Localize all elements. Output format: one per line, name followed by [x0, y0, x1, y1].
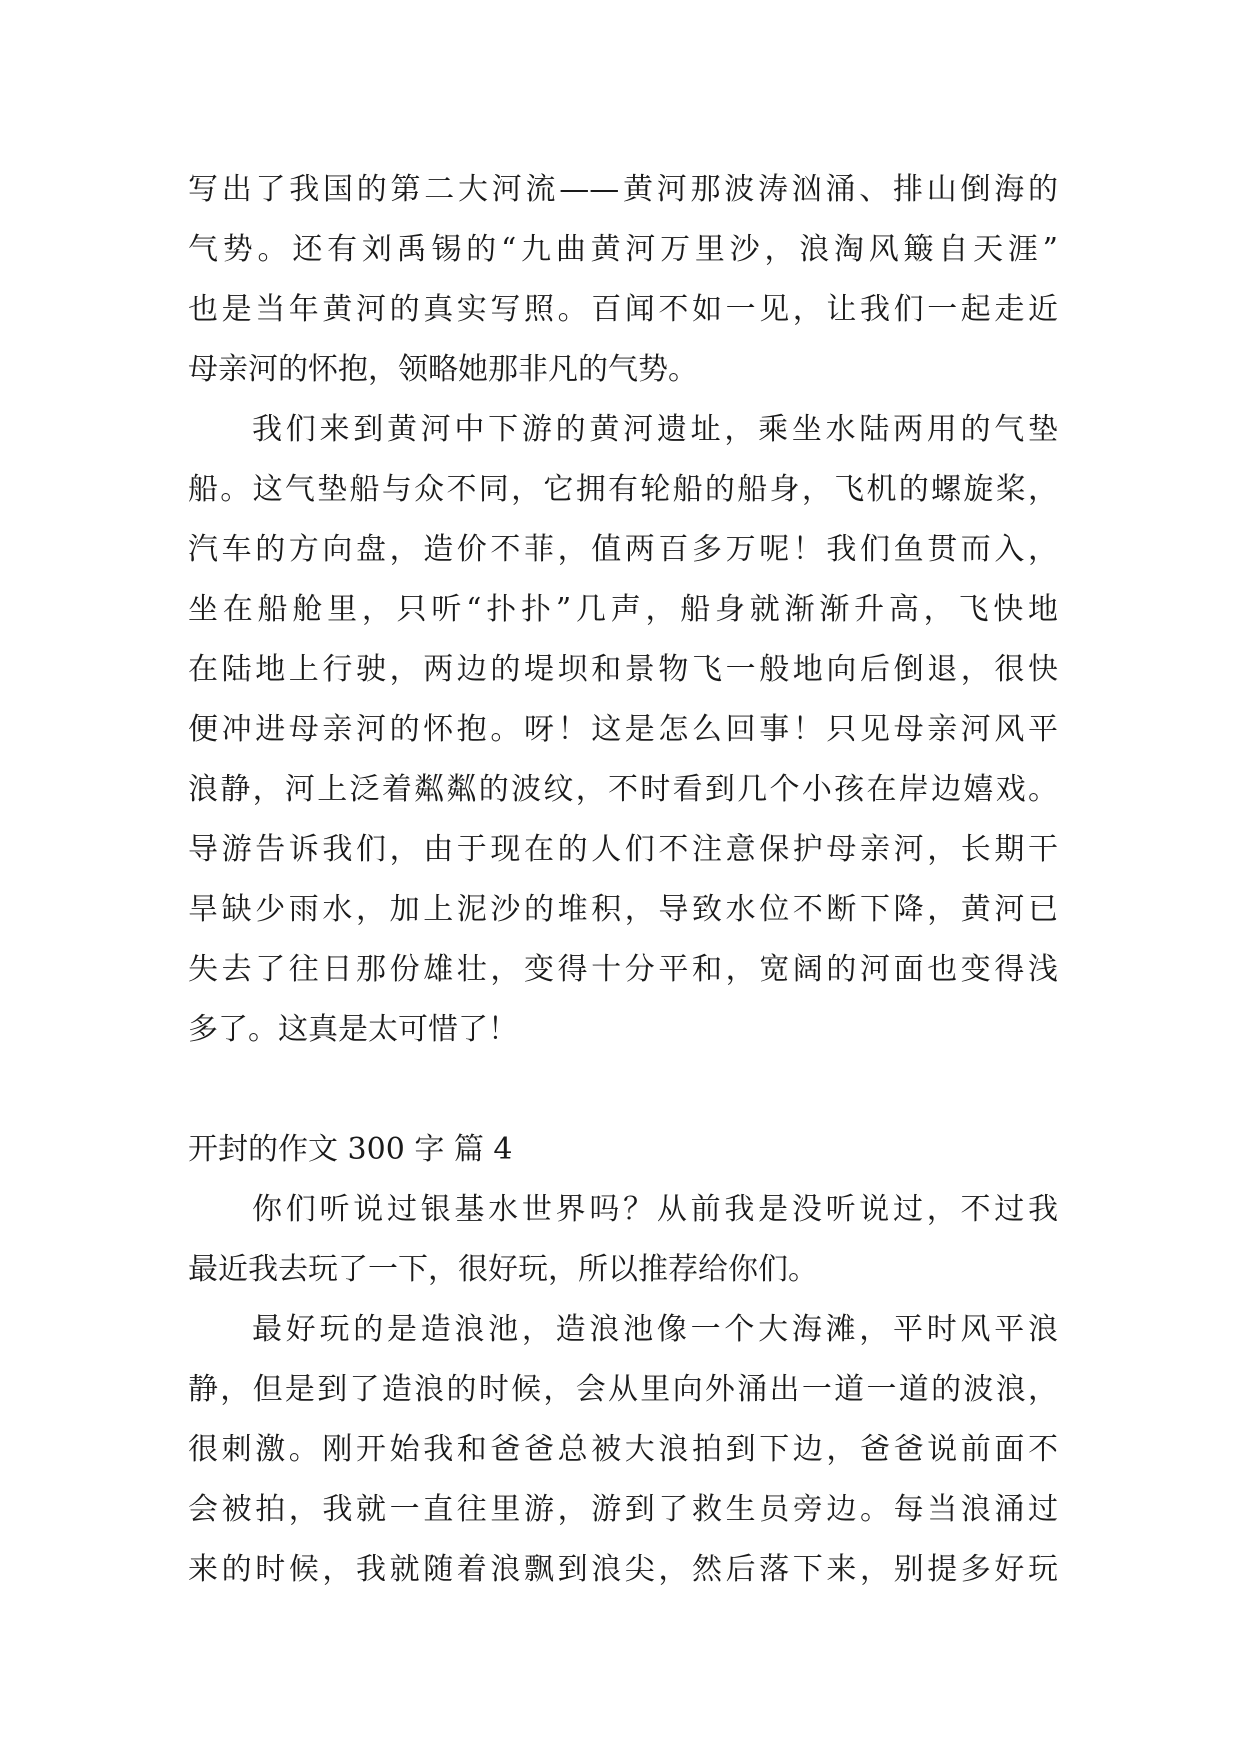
paragraph-1 — [188, 160, 1058, 400]
text-line: 导游告诉我们，由于现在的人们不注意保护母亲河，长期干 — [188, 832, 1058, 867]
text-line: 坐在船舱里，只听“扑扑”几声，船身就渐渐升高，飞快地 — [188, 592, 1058, 627]
text-line: 汽车的方向盘，造价不菲，值两百多万呢！我们鱼贯而入， — [188, 532, 1058, 567]
text-line: 也是当年黄河的真实写照。百闻不如一见，让我们一起走近 — [188, 292, 1058, 327]
text-line: 船。这气垫船与众不同，它拥有轮船的船身，飞机的螺旋桨， — [188, 472, 1058, 507]
paragraph-4 — [188, 1300, 1058, 1600]
text-line: 静，但是到了造浪的时候，会从里向外涌出一道一道的波浪， — [188, 1372, 1058, 1407]
paragraph-3 — [188, 1180, 1058, 1300]
text-line: 便冲进母亲河的怀抱。呀！这是怎么回事！只见母亲河风平 — [188, 712, 1058, 747]
text-line: 写出了我国的第二大河流——黄河那波涛汹涌、排山倒海的 — [188, 172, 1058, 207]
section-heading: 开封的作文 300 字 篇 4 — [188, 1132, 513, 1167]
text-line: 在陆地上行驶，两边的堤坝和景物飞一般地向后倒退，很快 — [188, 652, 1058, 687]
text-line: 浪静，河上泛着粼粼的波纹，不时看到几个小孩在岸边嬉戏。 — [188, 772, 1058, 807]
text-line: 来的时候，我就随着浪飘到浪尖，然后落下来，别提多好玩 — [188, 1552, 1058, 1587]
text-line: 失去了往日那份雄壮，变得十分平和，宽阔的河面也变得浅 — [188, 952, 1058, 987]
text-line: 你们听说过银基水世界吗？从前我是没听说过，不过我 — [252, 1192, 1058, 1227]
text-line: 母亲河的怀抱，领略她那非凡的气势。 — [188, 352, 698, 387]
section-gap — [188, 1060, 1058, 1120]
text-line: 气势。还有刘禹锡的“九曲黄河万里沙，浪淘风簸自天涯” — [188, 232, 1058, 267]
text-line: 多了。这真是太可惜了！ — [188, 1012, 518, 1047]
paragraph-2 — [188, 400, 1058, 1060]
text-line: 最近我去玩了一下，很好玩，所以推荐给你们。 — [188, 1252, 818, 1287]
text-line: 会被拍，我就一直往里游，游到了救生员旁边。每当浪涌过 — [188, 1492, 1058, 1527]
text-line: 旱缺少雨水，加上泥沙的堆积，导致水位不断下降，黄河已 — [188, 892, 1058, 927]
document-body — [188, 160, 1058, 1600]
text-line: 我们来到黄河中下游的黄河遗址，乘坐水陆两用的气垫 — [252, 412, 1058, 447]
text-line: 很刺激。刚开始我和爸爸总被大浪拍到下边，爸爸说前面不 — [188, 1432, 1058, 1467]
text-line: 最好玩的是造浪池，造浪池像一个大海滩，平时风平浪 — [252, 1312, 1058, 1347]
